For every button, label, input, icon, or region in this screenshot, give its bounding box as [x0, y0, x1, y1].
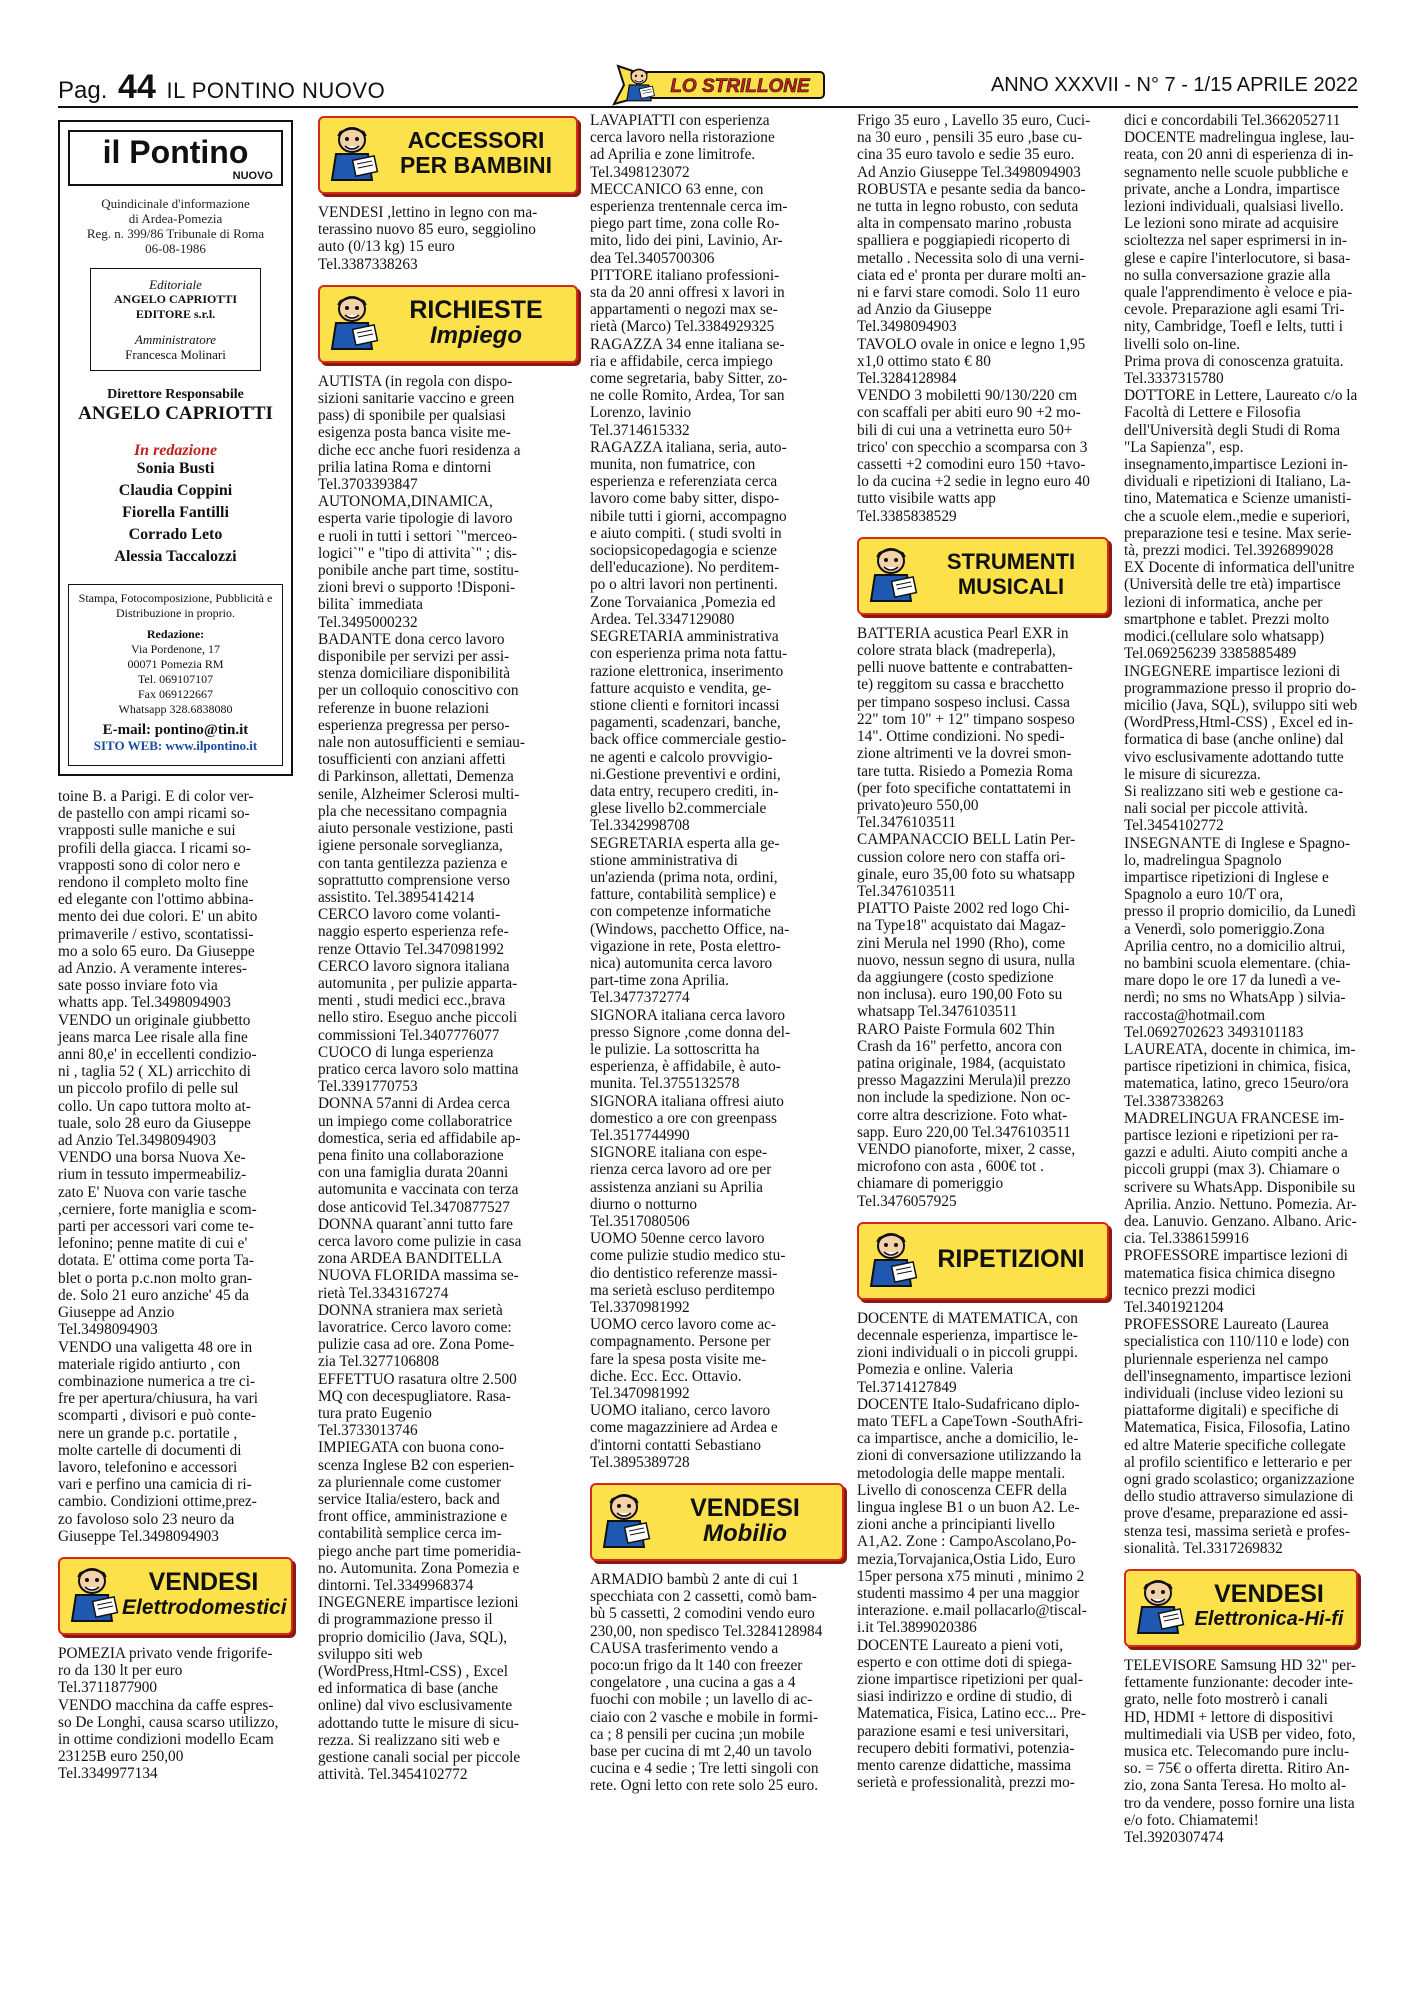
section-banner-ripetizioni	[857, 1222, 1109, 1300]
page-number: 44	[118, 68, 156, 106]
masthead-info: Quindicinale d'informazione di Ardea-Pomezia Reg. n. 399/86 Tribunale di Roma 06-08-1986	[86, 196, 265, 256]
contacts-box	[68, 584, 283, 766]
ads-richieste-impiego: AUTISTA (in regola con dispo- sizioni sanitarie vaccino e green pass) di sponibile per qualsiasi esigenza posta banca visite me- diche ecc anche fuori residenza a prilia latina Roma e dintorni Tel.3703393847 AUTONOMA,DINAMICA, esperta varie tipologie di lavoro e ruoli in tutti i settori `"merceo- logici`" e "tipo di attivita`" ; dis- ponibile anche part time, sostitu- zioni brevi o supporto !Disponi- bilita` immediata Tel.3495000232 BADANTE dona cerco lavoro disponibile per servizi per assi- stenza domiciliare disponibilità per un colloquio conoscitivo con referenze in buone relazioni esperienza pregressa per perso- nale non autosufficienti e semiau- tosufficienti con anziani affetti di Parkinson, allettati, Demenza senile, Alzheimer Sclerosi multi- pla che necessitano compagnia aiuto personale vestizione, pasti igiene personale sorveglianza, con tanta gentilezza pazienza e soprattutto comprensione verso assistito. Tel.3895414214 CERCO lavoro come volanti- naggio esperto esperienza refe- renze Ottavio Tel.3470981992 CERCO lavoro signora italiana automunita , per pulizie apparta- menti , studi medici ecc.,brava nello stiro. Eseguo anche piccoli commissioni Tel.3407776077 CUOCO di lunga esperienza pratico cerca lavoro solo mattina Tel.3391770753 DONNA 57anni di Ardea cerca un impiego come collaboratrice domestica, seria ed affidabile ap- pena finito una collaborazione con una famiglia durata 20anni automunita e vaccinata con terza dose anticovid Tel.3470877527 DONNA quarant`anni tutto fare cerca lavoro come pulizie in casa zona ARDEA BANDITELLA NUOVA FLORIDA massima se- rietà Tel.3343167274 DONNA straniera max serietà lavoratrice. Cerco lavoro come: pulizie casa ad ore. Zona Pome- zia Tel.3277106808 EFFETTUO rasatura oltre 2.500 MQ con decespugliatore. Rasa- tura prato Eugenio Tel.3733013746 IMPIEGATA con buona cono- scenza Inglese B2 con esperien- za pluriennale come customer service Italia/estero, back and front office, amministrazione e contabilità semplice cerca im- piego anche part time pomeridia- no. Automunita. Zona Pomezia e dintorni. Tel.3349968374 INGEGNERE impartisce lezioni di programmazione presso il proprio domicilio (Java, SQL), sviluppo siti web (WordPress,Html-CSS) , Excel ed informatica di base (anche online) dal vivo esclusivamente adottando tutte le misure di sicu- rezza. Si realizzano siti web e gestione canali social per piccole attività. Tel.3454102772	[318, 372, 526, 1784]
strillone-mascot-icon	[64, 1565, 120, 1625]
direttore-label: Direttore Responsabile	[107, 387, 244, 402]
banner-subtitle: Elettrodomestici	[122, 1595, 287, 1619]
section-banner-elettronica-hifi	[1124, 1569, 1358, 1647]
editoriale: ANGELO CAPRIOTTI EDITORE s.r.l.	[113, 292, 238, 321]
ads-mobilio: ARMADIO bambù 2 ante di cui 1 specchiata con 2 cassetti, comò bam- bù 5 cassetti, 2 comodini vendo euro 230,00, non spedisco Tel.3284128984 CAUSA trasferimento vendo a poco:un frigo da lt 140 con freezer congelatore , una cucina a gas a 4 fuochi con mobile ; un lavello di ac- ciaio con 2 vasche e mobile in formi- ca ; 8 pensili per cucina ;un mobile base per cucina di mt 2,40 un tavolo cucina e 4 sedie ; Tre letti singoli con rete. Ogni letto con rete solo 25 euro.	[590, 1571, 823, 1795]
banner-title: RIPETIZIONI	[937, 1244, 1085, 1273]
strillone-mascot-icon	[324, 293, 380, 353]
strillone-mascot-icon	[596, 1491, 652, 1551]
page-number-block	[58, 68, 385, 107]
banner-title: VENDESI	[690, 1494, 800, 1523]
newspaper-title: IL PONTINO NUOVO	[166, 78, 386, 103]
masthead-publisher-box	[90, 268, 261, 371]
banner-title: STRUMENTI MUSICALI	[946, 548, 1076, 599]
issue-info: ANNO XXXVII - N° 7 - 1/15 APRILE 2022	[990, 74, 1358, 96]
ads-ripetizioni: DOCENTE di MATEMATICA, con decennale esperienza, impartisce le- zioni individuali o in piccoli gruppi. Pomezia e online. Valeria Tel.3714127849 DOCENTE Italo-Sudafricano diplo- mato TEFL a CapeTown -SouthAfri- ca impartisce, anche a domicilio, le- zioni di conversazione utilizzando la metodologia delle mappe mentali. Livello di conoscenza CEFR della lingua inglese B1 o un buon A2. Le- zioni anche a principianti livello A1,A2. Zone : CampoAscolano,Po- mezia,Torvajanica,Ostia Lido, Euro 15per persona x75 minuti , minimo 2 studenti massimo 4 per una maggior interazione. e.mail pollacarlo@tiscal- i.it Tel.3899020386 DOCENTE Laureato a pieni voti, esperto e con ottime doti di spiega- zione impartisce ripetizioni per qual- siasi indirizzo e ordine di studio, di Matematica, Fisica, Latino ecc... Pre- parazione esami e tesi universitari, recupero debiti formativi, potenzia- mento carenze didattiche, massima serietà e professionalità, prezzi mo-	[857, 1309, 1087, 1792]
email-link[interactable]: E-mail: pontino@tin.it	[102, 722, 249, 738]
page-label: Pag.	[58, 77, 108, 104]
editoriale-label: Editoriale	[149, 277, 202, 292]
lo-strillone-logo	[606, 64, 828, 106]
strillone-mascot-icon	[1130, 1577, 1186, 1637]
masthead-title-box	[68, 130, 283, 186]
column-5	[1124, 112, 1358, 1846]
redazione-member: Corrado Leto	[128, 526, 223, 543]
redazione-block	[60, 443, 291, 568]
redazione-member: Claudia Coppini	[118, 482, 233, 499]
strillone-mascot-icon	[863, 1230, 919, 1290]
section-banner-accessori-bambini	[318, 116, 578, 194]
banner-title: ACCESSORI PER BAMBINI	[399, 127, 553, 178]
ads-col4-top: Frigo 35 euro , Lavello 35 euro, Cuci- na 30 euro , pensili 35 euro ,base cu- cina 35 euro tavolo e sedie 35 euro. Ad Anzio Giuseppe Tel.3498094903 ROBUSTA e pesante sedia da banco- ne tutta in legno robusto, con seduta alta in compensato marino ,robusta spalliera e poggiapiedi ricoperto di metallo . Necessita solo di una verni- ciata ed e' pronta per durare molti an- ni e farvi stare comodi. Solo 11 euro ad Anzio da Giuseppe Tel.3498094903 TAVOLO ovale in onice e legno 1,95 x1,0 ottimo stato € 80 Tel.3284128984 VENDO 3 mobiletti 90/130/220 cm con scaffali per abiti euro 90 +2 mo- bili di cui una a vetrinetta euro 50+ trico' con specchio a scomparsa con 3 cassetti +2 comodini euro 150 +tavo- lo da cucina +2 sedie in legno euro 40 tutto visibile watts app Tel.3385838529	[857, 112, 1091, 525]
logo-text: LO STRILLONE	[670, 76, 810, 97]
strillone-mascot-icon	[324, 124, 380, 184]
column-4	[857, 112, 1109, 1791]
banner-subtitle: Mobilio	[703, 1520, 787, 1548]
direttore-name: ANGELO CAPRIOTTI	[78, 403, 273, 424]
masthead-name: il Pontino	[102, 134, 249, 170]
banner-title: VENDESI	[1214, 1580, 1324, 1609]
ads-accessori-bambini: VENDESI ,lettino in legno con ma- terassino nuovo 85 euro, seggiolino auto (0/13 kg) 15 euro Tel.3387338263	[318, 204, 538, 273]
column-2	[318, 112, 578, 1783]
banner-subtitle: Elettronica-Hi-fi	[1194, 1608, 1344, 1631]
amministratore-label: Amministratore	[134, 332, 217, 347]
website-link[interactable]: SITO WEB: www.ilpontino.it	[93, 738, 258, 753]
masthead-box	[58, 120, 293, 776]
banner-title: RICHIESTE	[409, 295, 543, 324]
banner-subtitle: Impiego	[429, 321, 522, 349]
banner-title: VENDESI	[148, 1567, 259, 1596]
address: Via Pordenone, 17 00071 Pomezia RM Tel. 069107107 Fax 069122667 Whatsapp 328.6838080	[118, 642, 233, 716]
section-banner-strumenti-musicali	[857, 537, 1109, 615]
redazione-label: In redazione	[133, 442, 218, 459]
ads-elettronica-hifi: TELEVISORE Samsung HD 32" per- fettamente funzionante: decoder inte- grato, nelle foto mostrerò i canali HD, HDMI + lettore di dispositivi multimediali via USB per video, foto, musica etc. Telecomando pure inclu- so. = 75€ o offerta diretta. Ritiro An- zio, zona Santa Teresa. Ho molto al- tro da vendere, posso fornire una lista e/o foto. Chiamatemi! Tel.3920307474	[1124, 1657, 1356, 1847]
redazione-member: Fiorella Fantilli	[122, 504, 229, 521]
section-banner-mobilio	[590, 1483, 844, 1561]
header-rule	[58, 106, 1358, 108]
strillone-mascot-icon	[863, 545, 919, 605]
ads-strumenti-musicali: BATTERIA acustica Pearl EXR in colore strata black (madreperla), pelli nuove battente e contrabatten- te) reggitom su cassa e bracchetto per timpano sospeso inclusi. Cassa 22" tom 10" + 12" timpano sospeso 14". Ottime condizioni. No spedi- zione altrimenti ve la dovrei smon- tare tutta. Risiedo a Pomezia Roma (per foto specifiche contattatemi in privato)euro 550,00 Tel.3476103511 CAMPANACCIO BELL Latin Per- cussion colore nero con staffa ori- ginale, euro 35,00 foto su whatsapp Tel.3476103511 PIATTO Paiste 2002 red logo Chi- na Type18" acquistato dai Magaz- zini Merula nel 1990 (Rho), come nuovo, nessun segno di usura, nulla da aggiungere (costo spedizione non inclusa). euro 190,00 Foto su whatsapp Tel.3476103511 RARO Paiste Formula 602 Thin Crash da 16" perfetto, ancora con patina originale, 1984, (acquistato presso Magazzini Merula)il prezzo non include la spedizione. Non oc- corre altra descrizione. Foto what- sapp. Euro 220,00 Tel.3476103511 VENDO pianoforte, mixer, 2 casse, microfono con asta , 600€ tot . chiamare di pomeriggio Tel.3476057925	[857, 624, 1076, 1210]
ads-elettrodomestici: POMEZIA privato vende frigorife- ro da 130 lt per euro Tel.3711877900 VENDO macchina da caffe espres- so De Longhi, causa scarso utilizzo, in ottime condizioni modello Ecam 23125B euro 250,00 Tel.3349977134	[58, 1644, 279, 1783]
column-3	[590, 112, 844, 1795]
ads-col1-top: toine B. a Parigi. E di color ver- de pastello con ampi ricami so- vrapposti sulle maniche e sui profili della giacca. I ricami so- vrapposti sono di color nero e rendono il completo molto fine ed elegante con l'ottimo abbina- mento dei due colori. E' un abito primaverile / estivo, scontatissi- mo a solo 65 euro. Da Giuseppe ad Anzio. A veramente interes- sate posso inviare foto via whatts app. Tel.3498094903 VENDO un originale giubbetto jeans marca Lee risale alla fine anni 80,e' in eccellenti condizio- ni , taglia 52 ( XL) arricchito di un piccolo profilo di pelle sul collo. Un capo tuttora molto at- tuale, solo 28 euro da Giuseppe ad Anzio Tel.3498094903 VENDO una borsa Nuova Xe- rium in tessuto impermeabiliz- zato E' Nuova con varie tasche ,cerniere, forte maniglia e scom- parti per accessori vari come te- lefonino; penne matite di cui e' dotata. E' ottima come porta Ta- blet o porta p.c.non molto gran- de. Solo 21 euro anziche' 45 da Giuseppe ad Anzio Tel.3498094903 VENDO una valigetta 48 ore in materiale rigido antiurto , con combinazione numerica a tre ci- fre per apertura/chiusura, ha vari scomparti , divisori e può conte- nere un grande p.c. portatile , molte cartelle di documenti di lavoro, telefonino e accessori vari e perfino una camicia di ri- cambio. Condizioni ottime,prez- zo favoloso solo 23 neuro da Giuseppe Tel.3498094903	[58, 788, 259, 1545]
section-banner-richieste-impiego	[318, 285, 578, 363]
amministratore: Francesca Molinari	[125, 347, 226, 362]
stampa-note: Stampa, Fotocomposizione, Pubblicità e Distribuzione in proprio.	[78, 591, 273, 620]
masthead-sub: NUOVO	[232, 170, 273, 182]
ads-col3-top: LAVAPIATTI con esperienza cerca lavoro nella ristorazione ad Aprilia e zone limitrofe. Tel.3498123072 MECCANICO 63 enne, con esperienza trentennale cerca im- piego part time, zona colle Ro- mito, lido dei pini, Lavinio, Ar- dea Tel.3405700306 PITTORE italiano professioni- sta da 20 anni offresi x lavori in appartamenti o negozi max se- rietà (Marco) Tel.3384929325 RAGAZZA 34 enne italiana se- ria e affidabile, cerca impiego come segretaria, baby Sitter, zo- ne colle Romito, Ardea, Tor san Lorenzo, lavinio Tel.3714615332 RAGAZZA italiana, seria, auto- munita, non fumatrice, con esperienza e referenziata cerca lavoro come baby sitter, dispo- nibile tutti i giorni, accompagno e aiuto compiti. ( studi svolti in sociopsicopedagogia e scienze dell'educazione). No perditem- po o altri lavori non pertinenti. Zone Torvaianica ,Pomezia ed Ardea. Tel.3347129080 SEGRETARIA amministrativa con esperienza prima nota fattu- razione elettronica, inserimento fatture acquisto e vendita, ge- stione clienti e fornitori incassi pagamenti, scadenzari, banche, back office commerciale gestio- ne agenti e calcolo provvigio- ni.Gestione preventivi e ordini, data entry, recupero crediti, in- glese livello b2.commerciale Tel.3342998708 SEGRETARIA esperta alla ge- stione amministrativa di un'azienda (prima nota, ordini, fatture, contabilità semplice) e con competenze informatiche (Windows, pacchetto Office, na- vigazione in rete, Posta elettro- nica) automunita cerca lavoro part-time zona Aprilia. Tel.3477372774 SIGNORA italiana cerca lavoro presso Signore ,come donna del- le pulizie. La sottoscritta ha esperienza, è affidabile, è auto- munita. Tel.3755132578 SIGNORA italiana offresi aiuto domestico a ore con greenpass Tel.3517744990 SIGNORE italiana con espe- rienza cerca lavoro ad ore per assistenza anziani su Aprilia diurno o notturno Tel.3517080506 UOMO 50enne cerco lavoro come pulizie studio medico stu- dio dentistico referenze massi- ma serietà escluso perditempo Tel.3370981992 UOMO cerco lavoro come ac- compagnamento. Persone per fare la spesa posta visite me- diche. Ecc. Ecc. Ottavio. Tel.3470981992 UOMO italiano, cerco lavoro come magazziniere ad Ardea e d'intorni contatti Sebastiano Tel.3895389728	[590, 112, 791, 1471]
page-header	[58, 66, 1358, 104]
column-1	[58, 112, 293, 1783]
ads-col5-top: dici e concordabili Tel.3662052711 DOCENTE madrelingua inglese, lau- reata, con 20 anni di esperienza di in- segnamento nelle scuole pubbliche e private, anche a Londra, impartisce lezioni individuali, qualsiasi livello. Le lezioni sono mirate ad acquisire scioltezza nel saper esprimersi in in- glese e capire l'interlocutore, si basa- no sulla conversazione grazie alla quale l'apprendimento è veloce e pia- cevole. Preparazione agli esami Tri- nity, Cambridge, Toefl e Ielts, tutti i livelli solo on-line. Prima prova di conoscenza gratuita. Tel.3337315780 DOTTORE in Lettere, Laureato c/o la Facoltà di Lettere e Filosofia dell'Università degli Studi di Roma "La Sapienza", esp. insegnamento,impartisce Lezioni in- dividuali e ripetizioni di Italiano, La- tino, Matematica e Scienze umanisti- che a scuole elem.,medie e superiori, preparazione tesi e tesine. Max serie- tà, prezzi modici. Tel.3926899028 EX Docente di informatica dell'unitre (Università delle tre età) impartisce lezioni di informatica, anche per smartphone e tablet. Prezzi molto modici.(cellulare solo whatsapp) Tel.069256239 3385885489 INGEGNERE impartisce lezioni di programmazione presso il proprio do- micilio (Java, SQL), sviluppo siti web (WordPress,Html-CSS) , Excel ed in- formatica di base (anche online) dal vivo esclusivamente adottando tutte le misure di sicurezza. Si realizzano siti web e gestione ca- nali social per piccole attività. Tel.3454102772 INSEGNANTE di Inglese e Spagno- lo, madrelingua Spagnolo impartisce ripetizioni di Inglese e Spagnolo a euro 10/T ora, presso il proprio domicilio, da Lunedì a Venerdì, solo pomeriggio.Zona Aprilia centro, no a domicilio altrui, no bambini scuola elementare. (chia- mare dopo le ore 17 da lunedì a ve- nerdì; no sms no WhatsApp ) silvia- raccosta@hotmail.com Tel.0692702623 3493101183 LAUREATA, docente in chimica, im- partisce ripetizioni in chimica, fisica, matematica, latino, greco 15euro/ora Tel.3387338263 MADRELINGUA FRANCESE im- partisce lezioni e ripetizioni per ra- gazzi e adulti. Aiuto compiti anche a piccoli gruppi (max 3). Chiamare o scrivere su WhatsApp. Disponibile su Aprilia. Anzio. Nettuno. Pomezia. Ar- dea. Lanuvio. Genzano. Albano. Aric- cia. Tel.3386159916 PROFESSORE impartisce lezioni di matematica fisica chimica disegno tecnico prezzi modici Tel.3401921204 PROFESSORE Laureato (Laurea specialistica con 110/110 e lode) con pluriennale esperienza nel campo dell'insegnamento, impartisce lezioni individuali (incluse video lezioni su piattaforme digitali) e specifiche di Matematica, Fisica, Filosofia, Latino ed altre Materie specifiche collegate al profilo scientifico e letterario e per ogni grado scolastico; organizzazione dello studio attraverso simulazione di prove d'esame, preparazione ed assi- stenza tesi, massima serietà e profes- sionalità. Tel.3317269832	[1124, 112, 1358, 1557]
redazione-member: Sonia Busti	[136, 460, 215, 477]
redazione-member: Alessia Taccalozzi	[114, 548, 237, 565]
address-label: Redazione:	[146, 627, 205, 641]
section-banner-elettrodomestici	[58, 1557, 293, 1635]
